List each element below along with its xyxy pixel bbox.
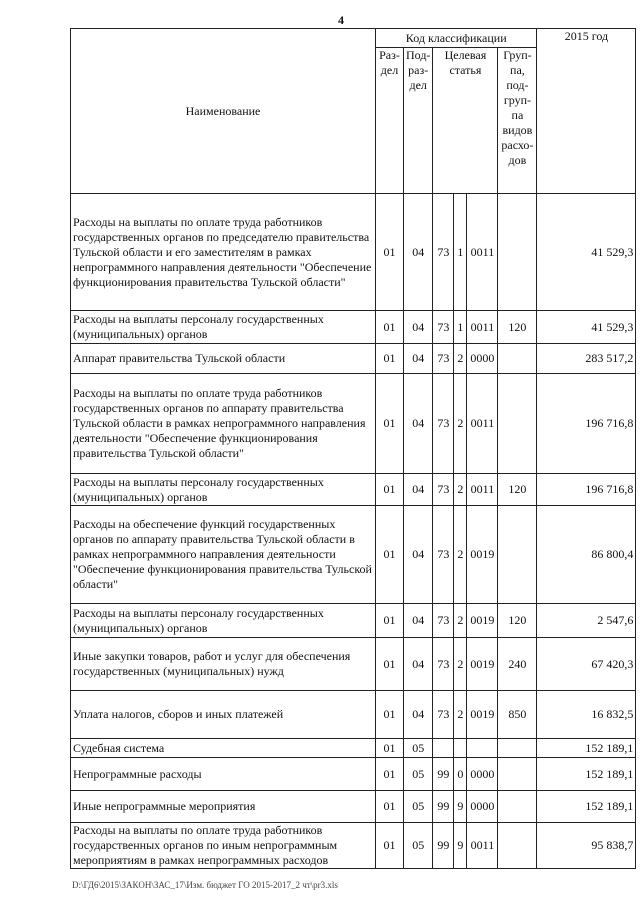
podrazdel: 04 xyxy=(404,604,433,638)
target-program xyxy=(433,739,454,758)
target-sub: 2 xyxy=(454,474,467,506)
target-sub xyxy=(454,739,467,758)
podrazdel: 04 xyxy=(404,311,433,344)
razdel: 01 xyxy=(376,823,404,869)
razdel: 01 xyxy=(376,638,404,691)
table-row xyxy=(71,638,636,691)
target-sub: 2 xyxy=(454,691,467,739)
row-name: Аппарат правительства Тульской области xyxy=(71,344,376,374)
row-name: Расходы на выплаты персоналу государственных (муниципальных) органов xyxy=(71,474,376,506)
target-sub: 2 xyxy=(454,374,467,474)
target-sub: 2 xyxy=(454,506,467,604)
target-sub: 2 xyxy=(454,344,467,374)
target-program: 73 xyxy=(433,474,454,506)
target-code: 0000 xyxy=(467,344,498,374)
razdel: 01 xyxy=(376,194,404,311)
budget-table xyxy=(70,28,636,869)
row-name: Судебная система xyxy=(71,739,376,758)
header-code: Код классификации xyxy=(376,29,537,48)
razdel: 01 xyxy=(376,374,404,474)
header-name: Наименование xyxy=(71,29,376,194)
razdel: 01 xyxy=(376,311,404,344)
header-group: Груп-па, под-груп-па видов расхо-дов xyxy=(498,48,537,194)
expense-group xyxy=(498,194,537,311)
razdel: 01 xyxy=(376,758,404,791)
podrazdel: 05 xyxy=(404,758,433,791)
expense-group xyxy=(498,823,537,869)
row-name: Уплата налогов, сборов и иных платежей xyxy=(71,691,376,739)
target-sub: 9 xyxy=(454,823,467,869)
target-code: 0019 xyxy=(467,506,498,604)
table-row xyxy=(71,823,636,869)
row-name: Иные непрограммные мероприятия xyxy=(71,791,376,823)
expense-group xyxy=(498,758,537,791)
target-code: 0019 xyxy=(467,638,498,691)
amount-2015: 152 189,1 xyxy=(537,791,636,823)
row-name: Расходы на выплаты по оплате труда работников государственных органов по аппарату правительства Тульской области в рамках непрограммного направления деятельности "Обеспечение функционирования правительства Тульской области" xyxy=(71,374,376,474)
expense-group: 120 xyxy=(498,311,537,344)
podrazdel: 04 xyxy=(404,374,433,474)
target-code: 0019 xyxy=(467,604,498,638)
target-program: 73 xyxy=(433,311,454,344)
header-year: 2015 год xyxy=(537,29,636,194)
header-razdel: Раз-дел xyxy=(376,48,404,194)
target-sub: 0 xyxy=(454,758,467,791)
target-code xyxy=(467,739,498,758)
file-path-footer: D:\ГД6\2015\ЗАКОН\ЗАС_17\Изм. бюджет ГО 2015-2017_2 чт\pr3.xls xyxy=(72,880,338,890)
target-sub: 1 xyxy=(454,311,467,344)
target-code: 0011 xyxy=(467,823,498,869)
table-row xyxy=(71,604,636,638)
amount-2015: 152 189,1 xyxy=(537,739,636,758)
expense-group: 120 xyxy=(498,604,537,638)
table-row xyxy=(71,374,636,474)
table-row xyxy=(71,344,636,374)
table-row xyxy=(71,311,636,344)
page-number: 4 xyxy=(338,13,344,27)
podrazdel: 04 xyxy=(404,638,433,691)
header-target: Целевая статья xyxy=(433,48,498,194)
expense-group xyxy=(498,791,537,823)
amount-2015: 16 832,5 xyxy=(537,691,636,739)
target-program: 73 xyxy=(433,691,454,739)
expense-group xyxy=(498,739,537,758)
table-row xyxy=(71,194,636,311)
target-sub: 9 xyxy=(454,791,467,823)
podrazdel: 05 xyxy=(404,823,433,869)
table-row xyxy=(71,691,636,739)
amount-2015: 196 716,8 xyxy=(537,474,636,506)
row-name: Расходы на выплаты по оплате труда работников государственных органов по иным непрограммным мероприятиям в рамках непрограммных расходов xyxy=(71,823,376,869)
podrazdel: 04 xyxy=(404,194,433,311)
target-sub: 2 xyxy=(454,638,467,691)
target-code: 0011 xyxy=(467,374,498,474)
razdel: 01 xyxy=(376,739,404,758)
razdel: 01 xyxy=(376,474,404,506)
podrazdel: 05 xyxy=(404,739,433,758)
target-program: 73 xyxy=(433,604,454,638)
target-program: 99 xyxy=(433,823,454,869)
table-row xyxy=(71,506,636,604)
amount-2015: 41 529,3 xyxy=(537,311,636,344)
row-name: Расходы на выплаты по оплате труда работников государственных органов по председателю правительства Тульской области и его заместителям в рамках непрограммного направления деятельности "Обеспечение функционирования правительства Тульской области" xyxy=(71,194,376,311)
target-code: 0019 xyxy=(467,691,498,739)
target-code: 0011 xyxy=(467,311,498,344)
table-row xyxy=(71,758,636,791)
amount-2015: 2 547,6 xyxy=(537,604,636,638)
target-program: 99 xyxy=(433,791,454,823)
podrazdel: 05 xyxy=(404,791,433,823)
target-program: 99 xyxy=(433,758,454,791)
row-name: Расходы на выплаты персоналу государственных (муниципальных) органов xyxy=(71,604,376,638)
amount-2015: 196 716,8 xyxy=(537,374,636,474)
target-sub: 1 xyxy=(454,194,467,311)
row-name: Расходы на выплаты персоналу государственных (муниципальных) органов xyxy=(71,311,376,344)
expense-group: 120 xyxy=(498,474,537,506)
expense-group xyxy=(498,344,537,374)
table-row xyxy=(71,739,636,758)
amount-2015: 283 517,2 xyxy=(537,344,636,374)
target-program: 73 xyxy=(433,194,454,311)
row-name: Расходы на обеспечение функций государственных органов по аппарату правительства Тульской области в рамках непрограммного направления деятельности "Обеспечение функционирования правительства Тульской области" xyxy=(71,506,376,604)
expense-group: 240 xyxy=(498,638,537,691)
target-code: 0011 xyxy=(467,474,498,506)
target-program: 73 xyxy=(433,638,454,691)
razdel: 01 xyxy=(376,691,404,739)
razdel: 01 xyxy=(376,604,404,638)
target-code: 0000 xyxy=(467,758,498,791)
podrazdel: 04 xyxy=(404,344,433,374)
podrazdel: 04 xyxy=(404,506,433,604)
amount-2015: 95 838,7 xyxy=(537,823,636,869)
target-code: 0000 xyxy=(467,791,498,823)
table-row xyxy=(71,474,636,506)
row-name: Иные закупки товаров, работ и услуг для обеспечения государственных (муниципальных) нужд xyxy=(71,638,376,691)
podrazdel: 04 xyxy=(404,691,433,739)
amount-2015: 41 529,3 xyxy=(537,194,636,311)
target-sub: 2 xyxy=(454,604,467,638)
target-program: 73 xyxy=(433,374,454,474)
razdel: 01 xyxy=(376,791,404,823)
target-program: 73 xyxy=(433,506,454,604)
podrazdel: 04 xyxy=(404,474,433,506)
amount-2015: 86 800,4 xyxy=(537,506,636,604)
amount-2015: 152 189,1 xyxy=(537,758,636,791)
expense-group xyxy=(498,374,537,474)
target-code: 0011 xyxy=(467,194,498,311)
row-name: Непрограммные расходы xyxy=(71,758,376,791)
razdel: 01 xyxy=(376,506,404,604)
razdel: 01 xyxy=(376,344,404,374)
header-podrazdel: Под-раз-дел xyxy=(404,48,433,194)
expense-group xyxy=(498,506,537,604)
expense-group: 850 xyxy=(498,691,537,739)
target-program: 73 xyxy=(433,344,454,374)
table-row xyxy=(71,791,636,823)
amount-2015: 67 420,3 xyxy=(537,638,636,691)
